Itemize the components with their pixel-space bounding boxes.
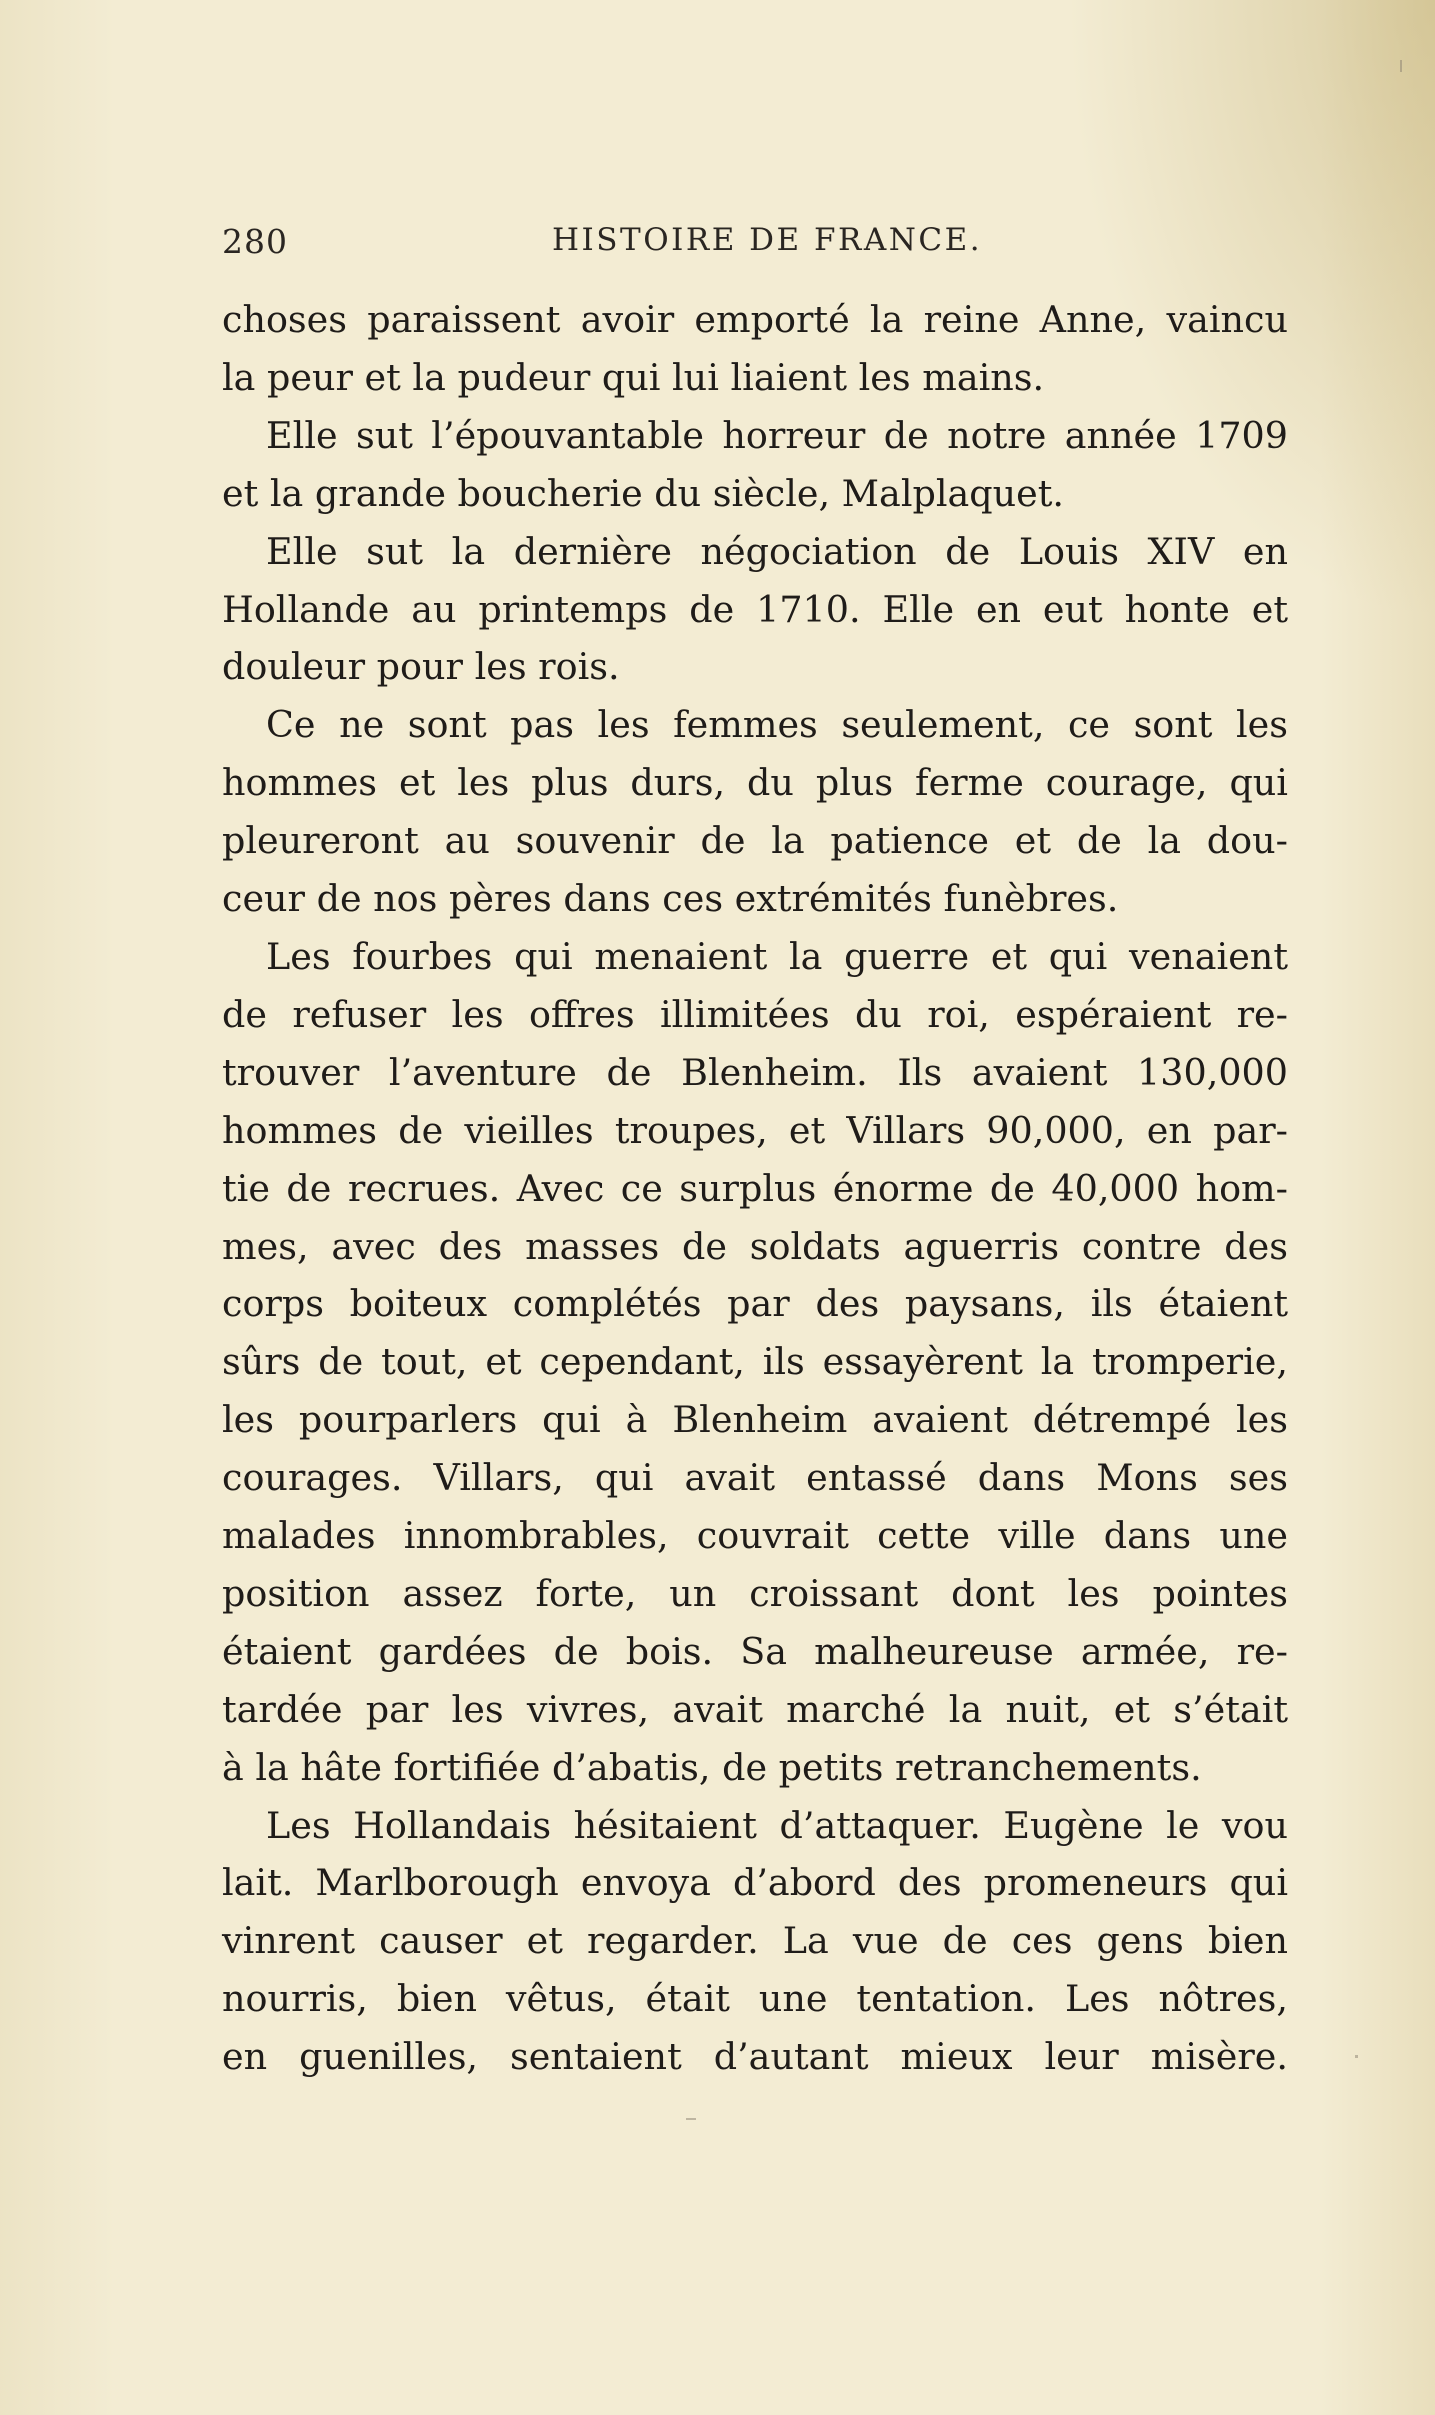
text-line: tie de recrues. Avec ce surplus énorme de 40,000 hom- — [222, 1166, 1288, 1210]
text-line: hommes de vieilles troupes, et Villars 90,000, en par- — [222, 1108, 1288, 1152]
paper-speck — [686, 2118, 696, 2120]
text-line: Les fourbes qui menaient la guerre et qui venaient — [266, 934, 1288, 978]
text-line: nourris, bien vêtus, était une tentation. Les nôtres, — [222, 1977, 1288, 2021]
text-line: et la grande boucherie du siècle, Malplaquet. — [222, 471, 1065, 515]
text-line: de refuser les offres illimitées du roi, espéraient re- — [222, 992, 1288, 1036]
paper-speck — [1355, 2055, 1358, 2058]
text-line: corps boiteux complétés par des paysans, ils étaient — [222, 1282, 1288, 1326]
page-number: 280 — [222, 222, 288, 261]
page-header — [222, 222, 1288, 278]
text-line: choses paraissent avoir emporté la reine Anne, vaincu — [222, 298, 1288, 341]
paragraph — [222, 291, 1288, 407]
text-line: Elle sut la dernière négociation de Louis XIV en — [266, 529, 1288, 573]
paper-speck — [1400, 60, 1402, 72]
text-line: vinrent causer et regarder. La vue de ces gens bien — [222, 1919, 1288, 1963]
text-line: Ce ne sont pas les femmes seulement, ce sont les — [266, 703, 1288, 747]
text-line: à la hâte fortifiée d’abatis, de petits retranchements. — [222, 1745, 1202, 1789]
text-line: courages. Villars, qui avait entassé dans Mons ses — [222, 1456, 1288, 1500]
text-line: étaient gardées de bois. Sa malheureuse armée, re- — [222, 1629, 1288, 1673]
paragraph — [222, 928, 1288, 1797]
text-line: ceur de nos pères dans ces extrémités funèbres. — [222, 877, 1119, 921]
text-line: pleureront au souvenir de la patience et de la dou- — [222, 819, 1288, 863]
text-line: tardée par les vivres, avait marché la nuit, et s’était — [222, 1687, 1288, 1731]
body-text — [222, 291, 1288, 2086]
text-line: malades innombrables, couvrait cette ville dans une — [222, 1514, 1288, 1558]
paragraph — [222, 523, 1288, 697]
paragraph — [222, 696, 1288, 928]
text-line: position assez forte, un croissant dont les pointes — [222, 1571, 1288, 1615]
text-line: lait. Marlborough envoya d’abord des promeneurs qui — [222, 1861, 1288, 1905]
text-line: Hollande au printemps de 1710. Elle en eut honte et — [222, 587, 1288, 631]
paragraph — [222, 1797, 1288, 2087]
text-line: trouver l’aventure de Blenheim. Ils avaient 130,000 — [222, 1050, 1288, 1094]
text-line: les pourparlers qui à Blenheim avaient détrempé les — [222, 1398, 1288, 1442]
text-line: en guenilles, sentaient d’autant mieux leur misère. — [222, 2035, 1288, 2079]
paragraph — [222, 407, 1288, 523]
text-line: douleur pour les rois. — [222, 645, 620, 689]
text-line: sûrs de tout, et cependant, ils essayèrent la tromperie, — [222, 1340, 1288, 1384]
running-title: HISTOIRE DE FRANCE. — [552, 222, 983, 258]
text-line: Elle sut l’épouvantable horreur de notre année 1709 — [266, 413, 1288, 457]
text-line: Les Hollandais hésitaient d’attaquer. Eugène le vou — [266, 1803, 1288, 1847]
text-line: la peur et la pudeur qui lui liaient les mains. — [222, 355, 1045, 399]
text-line: hommes et les plus durs, du plus ferme courage, qui — [222, 761, 1288, 805]
text-line: mes, avec des masses de soldats aguerris contre des — [222, 1224, 1288, 1268]
